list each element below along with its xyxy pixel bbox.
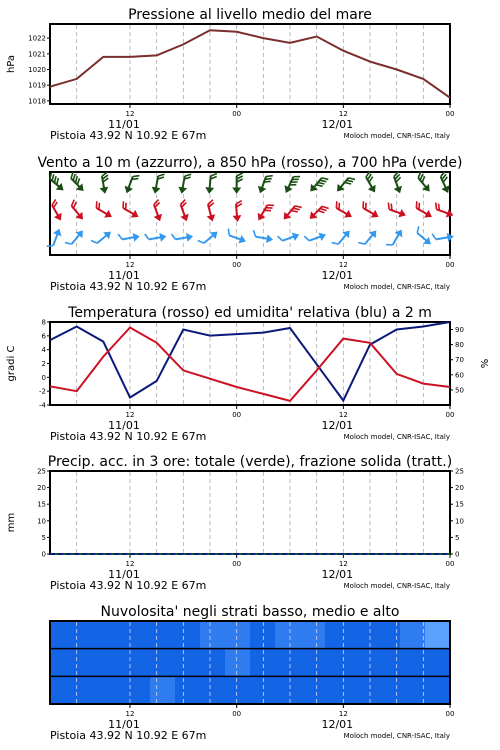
cloud-cell [400,621,426,649]
date-label: 11/01 [108,419,140,432]
cloud-cell [225,649,251,677]
credit-label: Moloch model, CNR-ISAC, Italy [343,283,450,291]
x-tick-label: 00 [232,710,242,718]
y-tick-label: -2 [39,387,46,396]
wind-barb-2 [145,231,166,244]
location-label: Pistoia 43.92 N 10.92 E 67m [50,430,207,443]
wind-feather [386,242,393,248]
y-tick-label-right: 90 [455,326,464,335]
wind-feather [118,233,122,239]
plot-frame [50,322,450,405]
wind-barb-1 [308,202,329,223]
panel-title: Temperatura (rosso) ed umidita' relativa (blu) a 2 m [68,305,432,321]
wind-barb-2 [278,229,300,245]
wind-arrowhead [319,232,326,240]
wind-barb-2 [171,231,192,244]
wind-barb-1 [282,201,302,222]
cloud-cell [225,621,251,649]
wind-barb-0 [98,172,111,193]
wind-barb-0 [361,171,379,193]
wind-barb-1 [176,200,192,222]
y-tick-label: 6 [41,332,46,341]
wind-barb-2 [225,229,247,245]
wind-arrowhead [124,187,132,194]
location-label: Pistoia 43.92 N 10.92 E 67m [50,129,207,142]
x-tick-label: 12 [125,110,135,118]
cloud-cell [200,676,226,704]
wind-feather [432,233,436,239]
wind-arrowhead [132,211,140,220]
wind-arrowhead [399,210,406,218]
cloud-cell [100,676,126,704]
cloud-cell [300,676,326,704]
wind-feather [91,239,97,246]
x-tick-label: 12 [338,110,348,118]
y-tick-label-right: 0 [455,550,460,559]
cloud-cell [250,649,276,677]
wind-feather [171,233,175,239]
cloud-cell [175,621,201,649]
panel-title: Precip. acc. in 3 ore: totale (verde), frazione solida (tratt.) [47,454,453,470]
date-label: 11/01 [108,118,140,131]
credit-label: Moloch model, CNR-ISAC, Italy [343,732,450,740]
wind-arrowhead [257,187,265,194]
x-tick-label: 00 [445,110,455,118]
y-tick-label-right: 5 [455,533,460,542]
y-tick-label: 25 [37,467,46,476]
cloud-cell [350,676,376,704]
cloud-cell [150,676,176,704]
cloud-cell [300,621,326,649]
cloud-cell [300,649,326,677]
x-tick-label: 12 [125,411,135,419]
wind-barb-2 [91,228,112,248]
cloud-cell [150,649,176,677]
y-tick-label: 5 [41,533,46,542]
plot-frame [50,24,450,104]
x-tick-label: 00 [445,261,455,269]
y-tick-label-right: 10 [455,517,464,526]
wind-barb-2 [65,227,85,248]
cloud-cell [100,621,126,649]
cloud-cell [125,649,151,677]
y-tick-label: -4 [39,401,46,410]
wind-feather [415,226,421,233]
x-tick-label: 00 [232,110,242,118]
cloud-cell [275,649,301,677]
wind-barb-0 [283,173,300,195]
date-label: 11/01 [108,269,140,282]
wind-feather [434,203,439,210]
wind-barb-1 [256,201,274,223]
cloud-cell [175,676,201,704]
panel-title: Pressione al livello medio del mare [128,7,372,23]
credit-label: Moloch model, CNR-ISAC, Italy [343,433,450,441]
y-tick-label: 4 [41,346,46,355]
y-tick-label: 15 [37,500,46,509]
credit-label: Moloch model, CNR-ISAC, Italy [343,582,450,590]
pressure-line [50,30,450,97]
wind-arrowhead [369,186,378,194]
panel-title: Vento a 10 m (azzurro), a 850 hPa (rosso), a 700 hPa (verde) [37,155,463,171]
wind-feather [145,233,149,239]
wind-arrowhead [54,228,62,235]
cloud-cell [250,621,276,649]
y-tick-label: 2 [41,360,46,368]
y-tick-label: 10 [37,517,46,526]
x-tick-label: 00 [232,560,242,568]
wind-feather [266,174,273,179]
wind-feather [237,173,243,176]
wind-barb-1 [385,203,407,219]
wind-barb-2 [304,229,326,245]
wind-barb-0 [152,173,165,194]
wind-barb-1 [432,203,454,219]
cloud-cell [150,621,176,649]
wind-barb-2 [332,227,352,248]
y-tick-label-right: 60 [455,371,464,380]
cloud-cell [175,649,201,677]
wind-barb-1 [232,201,243,222]
wind-barb-0 [178,173,191,194]
cloud-cell [200,621,226,649]
x-tick-label: 12 [125,261,135,269]
wind-barb-0 [308,173,328,194]
cloud-cell [325,621,351,649]
x-tick-label: 12 [338,261,348,269]
wind-arrowhead [395,187,403,194]
wind-barb-2 [358,227,378,248]
wind-barb-2 [252,230,273,243]
cloud-cell [100,649,126,677]
x-tick-label: 00 [445,411,455,419]
y-tick-label-right: 80 [455,341,464,350]
wind-arrowhead [155,215,163,222]
wind-barb-2 [118,231,139,244]
cloud-cell [425,676,451,704]
cloud-cell [400,649,426,677]
wind-arrowhead [234,216,241,222]
y-tick-label: 1022 [28,34,46,43]
date-label: 12/01 [321,118,354,131]
cloud-cell [225,676,251,704]
cloud-cell [250,676,276,704]
x-tick-label: 00 [232,411,242,419]
wind-arrowhead [178,187,186,193]
y-tick-label-right: 70 [455,356,464,365]
x-tick-label: 00 [445,710,455,718]
wind-arrowhead [133,233,139,241]
wind-feather [332,240,339,246]
wind-arrowhead [425,211,433,220]
y-tick-label: 1020 [28,65,46,74]
cloud-cell [350,649,376,677]
wind-arrowhead [206,188,213,194]
y-axis-label-right: % [480,358,491,369]
wind-barb-0 [45,172,66,192]
y-tick-label: 20 [37,484,46,493]
wind-barb-0 [390,172,406,194]
date-label: 12/01 [321,269,354,282]
wind-arrowhead [187,233,193,241]
date-label: 11/01 [108,718,140,731]
plot-frame [50,471,450,554]
wind-arrowhead [256,214,265,222]
y-tick-label: 8 [41,318,46,327]
wind-barb-2 [198,228,219,248]
cloud-cell [75,676,101,704]
credit-label: Moloch model, CNR-ISAC, Italy [343,132,450,140]
x-tick-label: 12 [125,560,135,568]
wind-arrowhead [293,232,300,240]
wind-barb-2 [47,227,63,249]
y-axis-label: mm [6,512,17,533]
cloud-cell [75,621,101,649]
y-tick-label: 1018 [28,97,46,106]
cloud-cell [275,676,301,704]
location-label: Pistoia 43.92 N 10.92 E 67m [50,280,207,293]
y-tick-label: 1019 [28,81,46,90]
panel-title: Nuvolosita' negli strati basso, medio e alto [100,604,400,620]
y-tick-label: 0 [41,373,46,382]
wind-arrowhead [181,215,189,222]
location-label: Pistoia 43.92 N 10.92 E 67m [50,579,207,592]
y-tick-label: 1021 [28,50,46,59]
wind-arrowhead [160,233,166,241]
wind-arrowhead [152,187,160,193]
wind-arrowhead [101,187,109,193]
location-label: Pistoia 43.92 N 10.92 E 67m [50,729,207,742]
wind-arrowhead [345,211,353,220]
y-tick-label-right: 50 [455,386,464,395]
cloud-cell [125,676,151,704]
wind-arrowhead [267,235,273,243]
x-tick-label: 12 [338,411,348,419]
wind-arrowhead [208,215,216,222]
wind-barb-0 [335,173,355,194]
y-tick-label: 0 [41,550,46,559]
wind-arrowhead [239,236,246,244]
wind-feather [65,240,72,246]
wind-arrowhead [55,214,64,222]
cloud-cell [325,649,351,677]
wind-barb-0 [124,172,140,194]
date-label: 11/01 [108,568,140,581]
cloud-cell [325,676,351,704]
cloud-cell [50,621,76,649]
x-tick-label: 12 [338,560,348,568]
y-tick-label-right: 20 [455,484,464,493]
wind-feather [358,240,365,246]
cloud-cell [400,676,426,704]
cloud-cell [275,621,301,649]
wind-arrowhead [372,211,380,220]
wind-feather [278,235,283,242]
wind-barb-1 [150,200,166,222]
wind-feather [304,235,309,242]
wind-barb-1 [92,201,114,219]
wind-barb-0 [257,172,273,194]
cloud-cell [125,621,151,649]
date-label: 12/01 [321,718,354,731]
y-axis-label: hPa [6,54,17,74]
date-label: 12/01 [321,568,354,581]
wind-feather [253,230,257,236]
cloud-cell [50,676,76,704]
cloud-cell [425,649,451,677]
cloud-cell [50,649,76,677]
y-tick-label-right: 25 [455,467,464,476]
wind-feather [293,174,300,179]
wind-arrowhead [233,188,240,193]
cloud-cell [200,649,226,677]
y-tick-label-right: 15 [455,500,464,509]
x-tick-label: 00 [445,560,455,568]
y-axis-label: gradi C [6,345,17,382]
wind-feather [198,239,204,246]
wind-feather [386,203,391,210]
wind-feather [133,174,140,179]
wind-barb-0 [233,173,243,193]
x-tick-label: 00 [232,261,242,269]
cloud-cell [75,649,101,677]
wind-arrowhead [105,211,113,220]
wind-barb-2 [386,227,404,249]
humidity-line [50,322,450,401]
wind-barb-1 [204,200,218,222]
cloud-cell [350,621,376,649]
x-tick-label: 12 [338,710,348,718]
x-tick-label: 12 [125,710,135,718]
wind-feather [226,229,231,236]
temperature-line [50,328,450,401]
cloud-cell [425,621,451,649]
date-label: 12/01 [321,419,354,432]
wind-barb-0 [206,173,217,194]
